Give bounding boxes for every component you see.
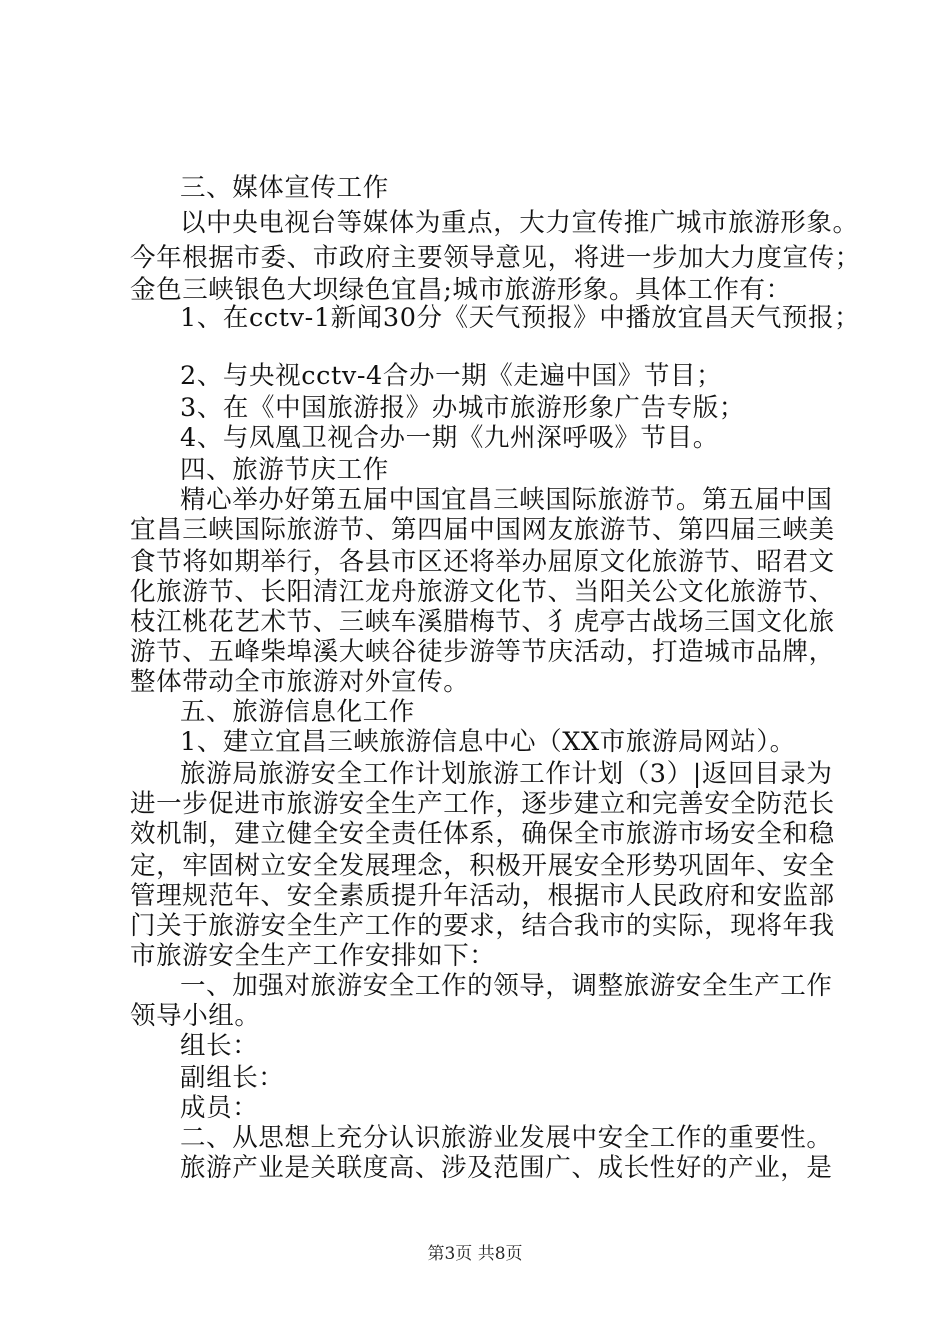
- paragraph-line: 化旅游节、长阳清江龙舟旅游文化节、当阳关公文化旅游节、: [130, 577, 835, 607]
- paragraph-line: 管理规范年、安全素质提升年活动，根据市人民政府和安监部: [130, 881, 835, 911]
- paragraph-line: 宜昌三峡国际旅游节、第四届中国网友旅游节、第四届三峡美: [130, 515, 835, 545]
- section-heading: 领导小组。: [130, 1001, 261, 1031]
- list-item: 3、在《中国旅游报》办城市旅游形象广告专版；: [180, 393, 745, 423]
- paragraph-line: 副组长：: [180, 1063, 285, 1093]
- page-number-footer: 第3页 共8页: [427, 1244, 523, 1264]
- list-item: 1、建立宜昌三峡旅游信息中心（XX市旅游局网站）。: [180, 727, 796, 757]
- paragraph-line: 枝江桃花艺术节、三峡车溪腊梅节、犭虎亭古战场三国文化旅: [130, 607, 835, 637]
- paragraph-line: 食节将如期举行，各县市区还将举办屈原文化旅游节、昭君文: [130, 547, 835, 577]
- section-heading: 五、旅游信息化工作: [180, 697, 415, 727]
- paragraph-line: 以中央电视台等媒体为重点，大力宣传推广城市旅游形象。: [180, 208, 859, 238]
- paragraph-line: 旅游产业是关联度高、涉及范围广、成长性好的产业，是: [180, 1153, 833, 1183]
- section-heading: 二、从思想上充分认识旅游业发展中安全工作的重要性。: [180, 1123, 833, 1153]
- paragraph-line: 效机制，建立健全安全责任体系，确保全市旅游市场安全和稳: [130, 819, 835, 849]
- paragraph-line: 精心举办好第五届中国宜昌三峡国际旅游节。第五届中国: [180, 485, 833, 515]
- paragraph-line: 组长：: [180, 1031, 259, 1061]
- paragraph-line: 定，牢固树立安全发展理念，积极开展安全形势巩固年、安全: [130, 851, 835, 881]
- section-heading: 三、媒体宣传工作: [180, 173, 389, 203]
- paragraph-line: 游节、五峰柴埠溪大峡谷徒步游等节庆活动，打造城市品牌，: [130, 637, 835, 667]
- section-heading: 一、加强对旅游安全工作的领导，调整旅游安全生产工作: [180, 971, 833, 1001]
- paragraph-line: 门关于旅游安全生产工作的要求，结合我市的实际，现将年我: [130, 911, 835, 941]
- list-item: 4、与凤凰卫视合办一期《九州深呼吸》节目。: [180, 423, 719, 453]
- paragraph-line: 进一步促进市旅游安全生产工作，逐步建立和完善安全防范长: [130, 789, 835, 819]
- paragraph-line: 金色三峡银色大坝绿色宜昌;城市旅游形象。具体工作有：: [130, 275, 792, 305]
- paragraph-line: 旅游局旅游安全工作计划旅游工作计划（3）|返回目录为: [180, 759, 833, 789]
- list-item: 1、在cctv-1新闻30分《天气预报》中播放宜昌天气预报；: [180, 303, 861, 333]
- section-heading: 四、旅游节庆工作: [180, 455, 389, 485]
- paragraph-line: 今年根据市委、市政府主要领导意见，将进一步加大力度宣传；: [130, 243, 861, 273]
- paragraph-line: 市旅游安全生产工作安排如下：: [130, 941, 496, 971]
- paragraph-line: 整体带动全市旅游对外宣传。: [130, 667, 470, 697]
- list-item: 2、与央视cctv-4合办一期《走遍中国》节目；: [180, 361, 723, 391]
- paragraph-line: 成员：: [180, 1093, 259, 1123]
